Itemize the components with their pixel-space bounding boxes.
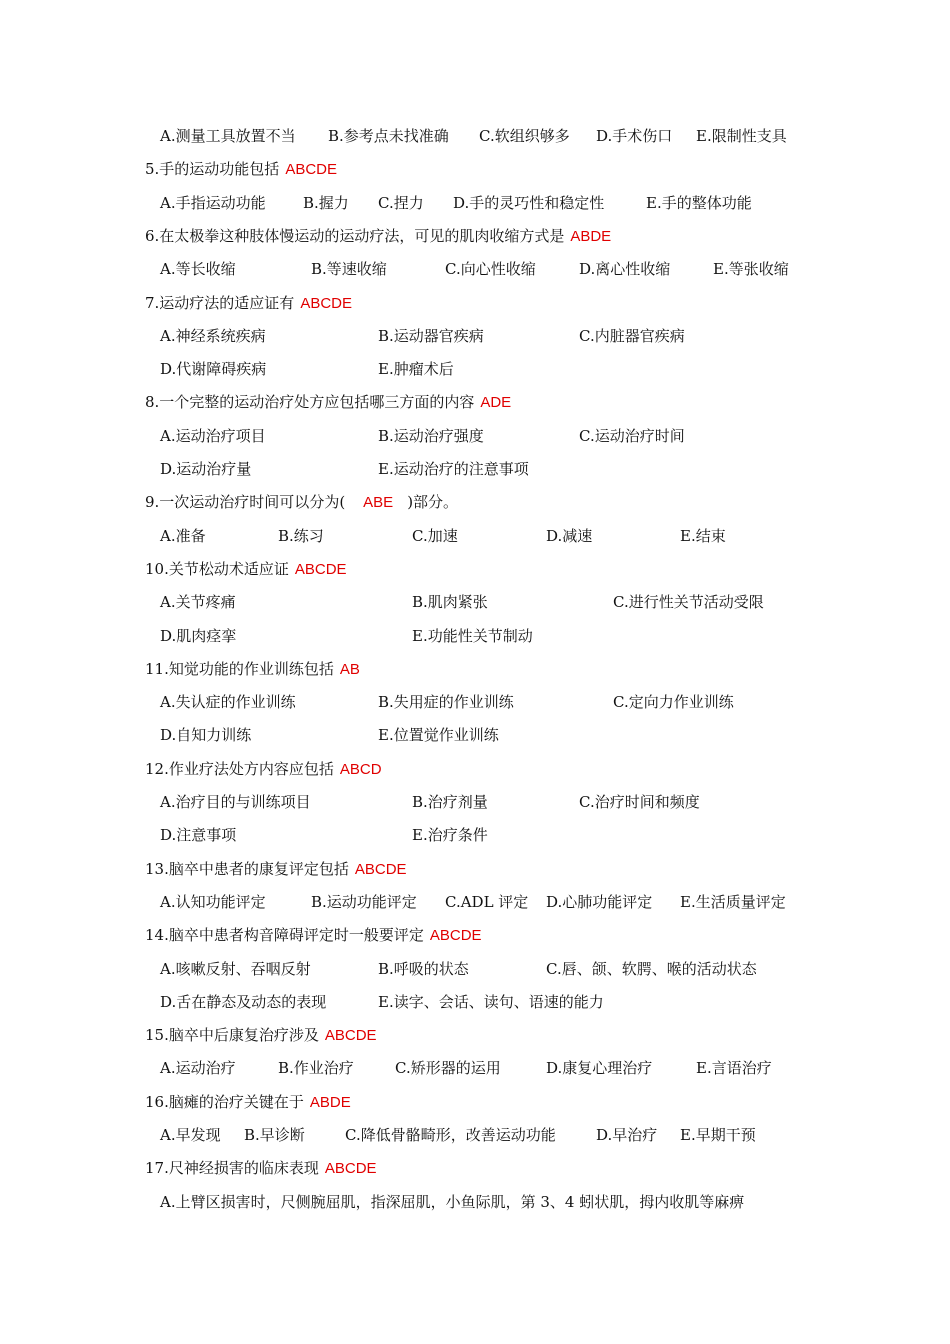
question-line xyxy=(145,923,482,947)
answer-key: ABDE xyxy=(309,1093,351,1111)
answer-key: AB xyxy=(339,660,360,678)
option-item: E.功能性关节制动 xyxy=(412,626,533,645)
option-item: B.等速收缩 xyxy=(311,260,387,279)
options-line xyxy=(0,424,950,448)
options-line xyxy=(0,624,950,648)
options-line xyxy=(0,457,950,481)
question-text: 9.一次运动治疗时间可以分为( xyxy=(145,493,346,512)
option-item: A.上臂区损害时，尺侧腕屈肌，指深屈肌，小鱼际肌，第 3、4 蚓状肌，拇内收肌等麻痹 xyxy=(160,1192,745,1211)
question-text: 13.脑卒中患者的康复评定包括 xyxy=(145,859,349,878)
option-item: D.心肺功能评定 xyxy=(546,892,653,911)
options-line xyxy=(0,1123,950,1147)
option-item: E.言语治疗 xyxy=(696,1059,772,1078)
question-text: 8.一个完整的运动治疗处方应包括哪三方面的内容 xyxy=(145,393,475,412)
answer-key: ABCDE xyxy=(429,927,482,945)
option-item: D.舌在静态及动态的表现 xyxy=(160,992,327,1011)
option-item: A.等长收缩 xyxy=(160,260,236,279)
answer-key: ABCDE xyxy=(300,294,352,312)
option-item: C.捏力 xyxy=(378,193,424,212)
option-item: C.降低骨骼畸形，改善运动功能 xyxy=(345,1126,556,1144)
options-line xyxy=(0,524,950,548)
option-item: B.肌肉紧张 xyxy=(412,593,488,612)
question-text: 17.尺神经损害的临床表现 xyxy=(145,1159,319,1178)
option-item: B.治疗剂量 xyxy=(412,793,488,811)
option-item: B.握力 xyxy=(303,193,349,212)
options-line xyxy=(0,1190,950,1214)
option-item: C.治疗时间和频度 xyxy=(579,793,700,811)
options-line xyxy=(0,957,950,981)
option-item: E.肿瘤术后 xyxy=(378,360,454,379)
question-line xyxy=(145,857,407,881)
answer-key: ABDE xyxy=(570,227,612,245)
options-line xyxy=(0,690,950,714)
option-item: E.位置觉作业训练 xyxy=(378,726,499,745)
question-line xyxy=(145,490,458,514)
options-line xyxy=(0,790,950,814)
answer-key: ABCDE xyxy=(294,560,347,578)
option-item: C.加速 xyxy=(412,526,458,545)
option-item: D.康复心理治疗 xyxy=(546,1059,653,1078)
option-item: A.准备 xyxy=(160,526,206,545)
option-item: A.治疗目的与训练项目 xyxy=(160,793,311,811)
question-text: 7.运动疗法的适应证有 xyxy=(145,293,295,312)
options-line xyxy=(0,191,950,215)
option-item: C.矫形器的运用 xyxy=(395,1059,501,1078)
option-item: B.早诊断 xyxy=(244,1126,305,1144)
answer-key: ABCD xyxy=(339,760,382,778)
options-line xyxy=(0,124,950,148)
answer-key: ABCDE xyxy=(324,1160,377,1178)
option-item: D.自知力训练 xyxy=(160,726,252,745)
question-line xyxy=(145,390,511,414)
option-item: B.作业治疗 xyxy=(278,1059,354,1078)
options-line xyxy=(0,590,950,614)
answer-key: ABE xyxy=(363,494,394,512)
options-line xyxy=(0,257,950,281)
options-line xyxy=(0,990,950,1014)
option-item: E.手的整体功能 xyxy=(646,193,752,212)
question-line xyxy=(145,1156,377,1180)
options-line xyxy=(0,1056,950,1080)
options-line xyxy=(0,324,950,348)
option-item: D.代谢障碍疾病 xyxy=(160,360,267,379)
option-item: C.进行性关节活动受限 xyxy=(613,593,764,612)
option-item: E.早期干预 xyxy=(680,1126,756,1144)
question-text: 15.脑卒中后康复治疗涉及 xyxy=(145,1026,319,1045)
option-item: E.生活质量评定 xyxy=(680,892,786,911)
option-item: A.失认症的作业训练 xyxy=(160,693,296,712)
options-line xyxy=(0,823,950,847)
option-item: C.唇、颌、软腭、喉的活动状态 xyxy=(546,959,757,978)
option-item: A.咳嗽反射、吞咽反射 xyxy=(160,959,311,978)
option-item: D.手术伤口 xyxy=(596,127,673,145)
option-item: D.手的灵巧性和稳定性 xyxy=(453,193,605,212)
question-text: 12.作业疗法处方内容应包括 xyxy=(145,759,334,778)
question-text: 14.脑卒中患者构音障碍评定时一般要评定 xyxy=(145,926,424,945)
option-item: A.测量工具放置不当 xyxy=(160,127,296,145)
option-item: E.运动治疗的注意事项 xyxy=(378,460,529,478)
answer-key: ABCDE xyxy=(324,1027,377,1045)
option-item: C.运动治疗时间 xyxy=(579,426,685,445)
option-item: D.注意事项 xyxy=(160,826,237,845)
option-item: B.参考点未找准确 xyxy=(328,127,449,145)
option-item: E.治疗条件 xyxy=(412,826,488,845)
option-item: C.ADL 评定 xyxy=(445,892,529,911)
option-item: D.肌肉痉挛 xyxy=(160,626,237,645)
answer-key: ABCDE xyxy=(354,860,407,878)
option-item: D.运动治疗量 xyxy=(160,460,252,478)
option-item: A.认知功能评定 xyxy=(160,892,266,911)
option-item: B.运动治疗强度 xyxy=(378,426,484,445)
question-text: 6.在太极拳这种肢体慢运动的运动疗法，可见的肌肉收缩方式是 xyxy=(145,226,565,245)
answer-key: ADE xyxy=(480,394,512,412)
question-line xyxy=(145,557,347,581)
option-item: E.限制性支具 xyxy=(696,127,787,145)
option-item: E.等张收缩 xyxy=(713,260,789,279)
options-line xyxy=(0,723,950,747)
option-item: B.练习 xyxy=(278,526,324,545)
option-item: B.运动器官疾病 xyxy=(378,326,484,345)
answer-key: ABCDE xyxy=(285,161,337,179)
question-line xyxy=(145,157,337,181)
question-text: 16.脑瘫的治疗关键在于 xyxy=(145,1092,304,1111)
option-item: A.手指运动功能 xyxy=(160,193,266,212)
option-item: B.运动功能评定 xyxy=(311,892,417,911)
question-line xyxy=(145,291,352,315)
option-item: A.运动治疗 xyxy=(160,1059,236,1078)
option-item: E.结束 xyxy=(680,526,726,545)
question-text: 11.知觉功能的作业训练包括 xyxy=(145,659,334,678)
option-item: C.软组织够多 xyxy=(479,127,570,145)
option-item: A.神经系统疾病 xyxy=(160,326,266,345)
option-item: B.失用症的作业训练 xyxy=(378,693,514,712)
option-item: C.内脏器官疾病 xyxy=(579,326,685,345)
question-line xyxy=(145,757,382,781)
question-text: 10.关节松动术适应证 xyxy=(145,559,289,578)
question-line xyxy=(145,1090,351,1114)
option-item: D.减速 xyxy=(546,526,593,545)
option-item: C.向心性收缩 xyxy=(445,260,536,279)
option-item: B.呼吸的状态 xyxy=(378,959,469,978)
options-line xyxy=(0,890,950,914)
options-line xyxy=(0,357,950,381)
option-item: D.早治疗 xyxy=(596,1126,658,1144)
option-item: A.关节疼痛 xyxy=(160,593,236,612)
question-line xyxy=(145,657,360,681)
question-line xyxy=(145,224,611,248)
option-item: E.读字、会话、读句、语速的能力 xyxy=(378,992,604,1011)
option-item: C.定向力作业训练 xyxy=(613,693,734,712)
question-text-suffix: )部分。 xyxy=(407,493,459,512)
option-item: D.离心性收缩 xyxy=(579,260,671,279)
option-item: A.早发现 xyxy=(160,1126,221,1144)
question-text: 5.手的运动功能包括 xyxy=(145,160,280,179)
option-item: A.运动治疗项目 xyxy=(160,426,266,445)
question-line xyxy=(145,1023,377,1047)
